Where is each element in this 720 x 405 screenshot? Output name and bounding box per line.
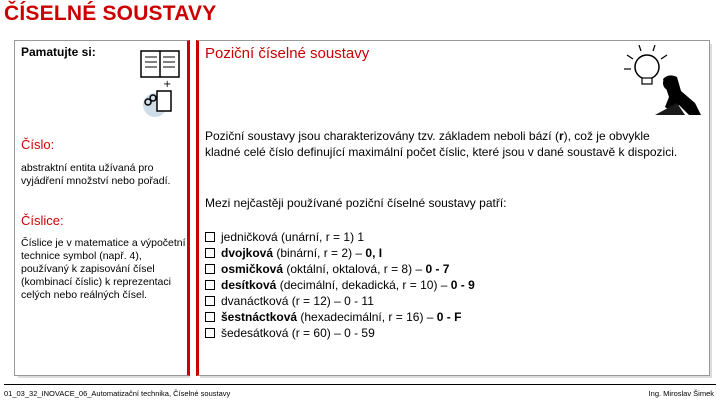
system-digits: 0 - F	[436, 310, 462, 324]
checkbox-bullet-icon	[205, 328, 215, 338]
page-title: ČÍSELNÉ SOUSTAVY	[4, 2, 217, 25]
system-details: (hexadecimální, r = 16) –	[297, 310, 437, 324]
system-digits: 0 - 9	[450, 278, 475, 292]
base-symbol: r	[558, 129, 564, 143]
number-heading: Číslo:	[21, 137, 55, 152]
system-name: šedesátková	[221, 326, 289, 340]
footer-divider	[4, 384, 716, 385]
checkbox-bullet-icon	[205, 312, 215, 322]
book-and-pen-icon	[139, 47, 185, 117]
system-details: (decimální, dekadická, r = 10) –	[276, 278, 451, 292]
number-definition: abstraktní entita užívaná pro vyjádření množství nebo pořadí.	[21, 162, 171, 187]
checkbox-bullet-icon	[205, 264, 215, 274]
footer-author: Ing. Miroslav Šimek	[648, 389, 714, 398]
system-details: (oktální, oktalová, r = 8) –	[283, 262, 426, 276]
section-subtitle: Poziční číselné soustavy	[205, 45, 370, 62]
system-name: jedničková	[221, 230, 278, 244]
list-item	[205, 261, 475, 277]
svg-text:+: +	[163, 79, 172, 90]
list-item	[205, 325, 475, 341]
checkbox-bullet-icon	[205, 232, 215, 242]
list-item	[205, 229, 475, 245]
intro-text-a: Poziční soustavy jsou charakterizovány tzv. základem neboli bází (	[205, 129, 559, 143]
list-item	[205, 309, 475, 325]
digit-heading: Číslice:	[21, 213, 64, 228]
system-details: (r = 60) – 0 - 59	[288, 326, 375, 340]
list-item	[205, 277, 475, 293]
system-name: dvojková	[221, 246, 274, 260]
list-intro: Mezi nejčastěji používané poziční číselné soustavy patří:	[205, 196, 507, 210]
intro-paragraph	[205, 128, 685, 160]
list-item	[205, 293, 475, 309]
system-name: desítková	[221, 278, 277, 292]
checkbox-bullet-icon	[205, 296, 215, 306]
digit-definition: Číslice je v matematice a výpočetní technice symbol (např. 4), používaný k zapisování čísel (kombinací číslic) k reprezentaci celých nebo reálných čísel.	[21, 237, 186, 301]
numeral-system-list	[205, 229, 475, 341]
right-panel	[196, 40, 710, 376]
remember-label: Pamatujte si:	[21, 45, 96, 59]
checkbox-bullet-icon	[205, 280, 215, 290]
system-digits: 0, I	[365, 246, 383, 260]
lightbulb-thinker-icon	[619, 45, 705, 117]
system-digits: 0 - 7	[425, 262, 450, 276]
system-details: (r = 12) – 0 - 11	[288, 294, 374, 308]
system-name: osmičková	[221, 262, 284, 276]
footer-course-code: 01_03_32_INOVACE_06_Automatizační technika, Číselné soustavy	[4, 389, 231, 398]
left-panel	[14, 40, 190, 376]
list-item	[205, 245, 475, 261]
system-name: dvanáctková	[221, 294, 289, 308]
intro-text-b: ), což je obvykle kladné celé číslo definující maximální počet číslic, které jsou v dané soustavě k dispozici.	[205, 129, 678, 159]
system-details: (unární, r = 1) 1	[277, 230, 365, 244]
checkbox-bullet-icon	[205, 248, 215, 258]
system-name: šestnáctková	[221, 310, 298, 324]
system-details: (binární, r = 2) –	[273, 246, 366, 260]
